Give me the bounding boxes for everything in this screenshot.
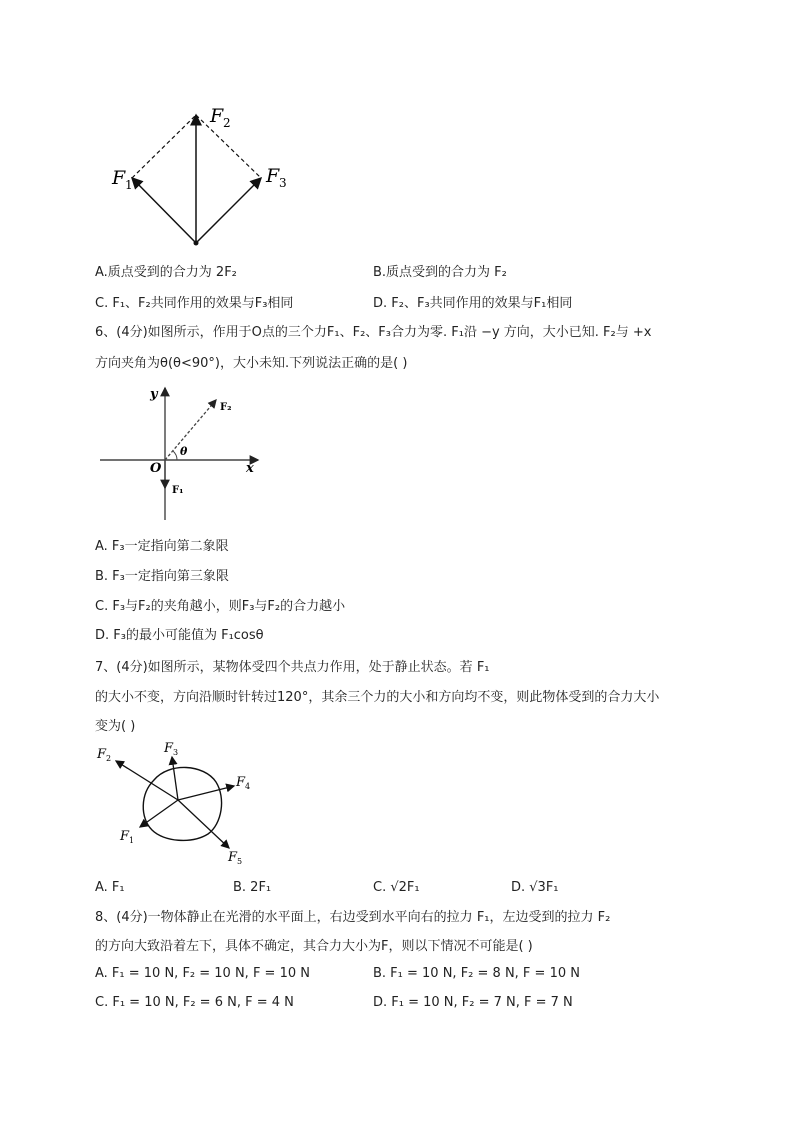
- q7-f1-arrow: [140, 800, 178, 827]
- q8-option-a[interactable]: A. F₁ = 10 N, F₂ = 10 N, F = 10 N: [95, 966, 310, 981]
- q8-stem-line2: 的方向大致沿着左下，具体不确定，其合力大小为F，则以下情况不可能是( ): [95, 939, 533, 954]
- q7-label-f4: F: [236, 775, 246, 790]
- q6-label-x: x: [246, 461, 254, 476]
- q5-option-d[interactable]: D. F₂、F₃共同作用的效果与F₁相同: [373, 296, 573, 311]
- q5-sub-f2: 2: [223, 116, 231, 130]
- q7-force-diagram: [94, 740, 264, 870]
- q6-label-theta: θ: [180, 445, 188, 458]
- q5-label-f1: F: [112, 167, 126, 189]
- q7-option-c[interactable]: C. √2F₁: [373, 880, 420, 895]
- q8-option-d[interactable]: D. F₁ = 10 N, F₂ = 7 N, F = 7 N: [373, 995, 573, 1010]
- q5-origin-point: [194, 241, 199, 246]
- q6-option-d[interactable]: D. F₃的最小可能值为 F₁cosθ: [95, 628, 264, 643]
- q5-sub-f1: 1: [125, 178, 133, 192]
- q5-label-f2: F: [210, 105, 224, 127]
- q5-f1-arrow: [132, 178, 196, 243]
- q6-coordinate-diagram: [98, 380, 268, 522]
- q6-label-o: O: [150, 461, 162, 476]
- q7-f3-arrow: [172, 757, 178, 800]
- q7-sub-f3: 3: [173, 748, 179, 757]
- q7-sub-f1: 1: [129, 836, 135, 845]
- q5-dashed-left: [132, 115, 196, 178]
- q6-f2-dashed-arrow: [165, 400, 216, 460]
- q6-label-f1: F₁: [172, 485, 184, 496]
- q7-option-a[interactable]: A. F₁: [95, 880, 125, 895]
- q8-option-b[interactable]: B. F₁ = 10 N, F₂ = 8 N, F = 10 N: [373, 966, 580, 981]
- q7-label-f5: F: [228, 850, 238, 865]
- q7-stem-line3: 变为( ): [95, 719, 136, 734]
- q8-option-c[interactable]: C. F₁ = 10 N, F₂ = 6 N, F = 4 N: [95, 995, 294, 1010]
- q5-f3-arrow: [196, 178, 261, 243]
- q6-stem-line1: 6、(4分)如图所示，作用于O点的三个力F₁、F₂、F₃合力为零. F₁沿 −y 方向，大小已知. F₂与 +x: [95, 325, 652, 340]
- q6-label-f2: F₂: [220, 402, 232, 413]
- q6-option-a[interactable]: A. F₃一定指向第二象限: [95, 539, 229, 554]
- q5-option-b[interactable]: B.质点受到的合力为 F₂: [373, 265, 507, 280]
- q7-stem-line2: 的大小不变，方向沿顺时针转过120°，其余三个力的大小和方向均不变，则此物体受到的合力大小: [95, 690, 660, 705]
- q7-sub-f2: 2: [106, 754, 112, 763]
- q7-label-f3: F: [164, 741, 174, 756]
- q7-f4-arrow: [178, 786, 234, 800]
- q6-option-b[interactable]: B. F₃一定指向第三象限: [95, 569, 229, 584]
- q7-label-f2: F: [97, 747, 107, 762]
- q8-stem-line1: 8、(4分)一物体静止在光滑的水平面上，右边受到水平向右的拉力 F₁，左边受到的拉力 F₂: [95, 910, 611, 925]
- q7-option-d[interactable]: D. √3F₁: [511, 880, 559, 895]
- q5-option-c[interactable]: C. F₁、F₂共同作用的效果与F₃相同: [95, 296, 294, 311]
- q7-stem-line1: 7、(4分)如图所示，某物体受四个共点力作用，处于静止状态。若 F₁: [95, 660, 490, 675]
- q7-sub-f5: 5: [237, 857, 243, 866]
- q5-label-f3: F: [266, 165, 280, 187]
- q5-option-a[interactable]: A.质点受到的合力为 2F₂: [95, 265, 237, 280]
- q6-label-y: y: [150, 387, 158, 402]
- q6-theta-arc: [173, 451, 177, 460]
- q7-option-b[interactable]: B. 2F₁: [233, 880, 272, 895]
- q5-force-diagram: [100, 98, 310, 258]
- q7-label-f1: F: [120, 829, 130, 844]
- q5-sub-f3: 3: [279, 176, 287, 190]
- q7-f2-arrow: [116, 761, 178, 800]
- q6-option-c[interactable]: C. F₃与F₂的夹角越小，则F₃与F₂的合力越小: [95, 599, 346, 614]
- q6-stem-line2: 方向夹角为θ(θ<90°)，大小未知.下列说法正确的是( ): [95, 356, 408, 371]
- q7-sub-f4: 4: [245, 782, 251, 791]
